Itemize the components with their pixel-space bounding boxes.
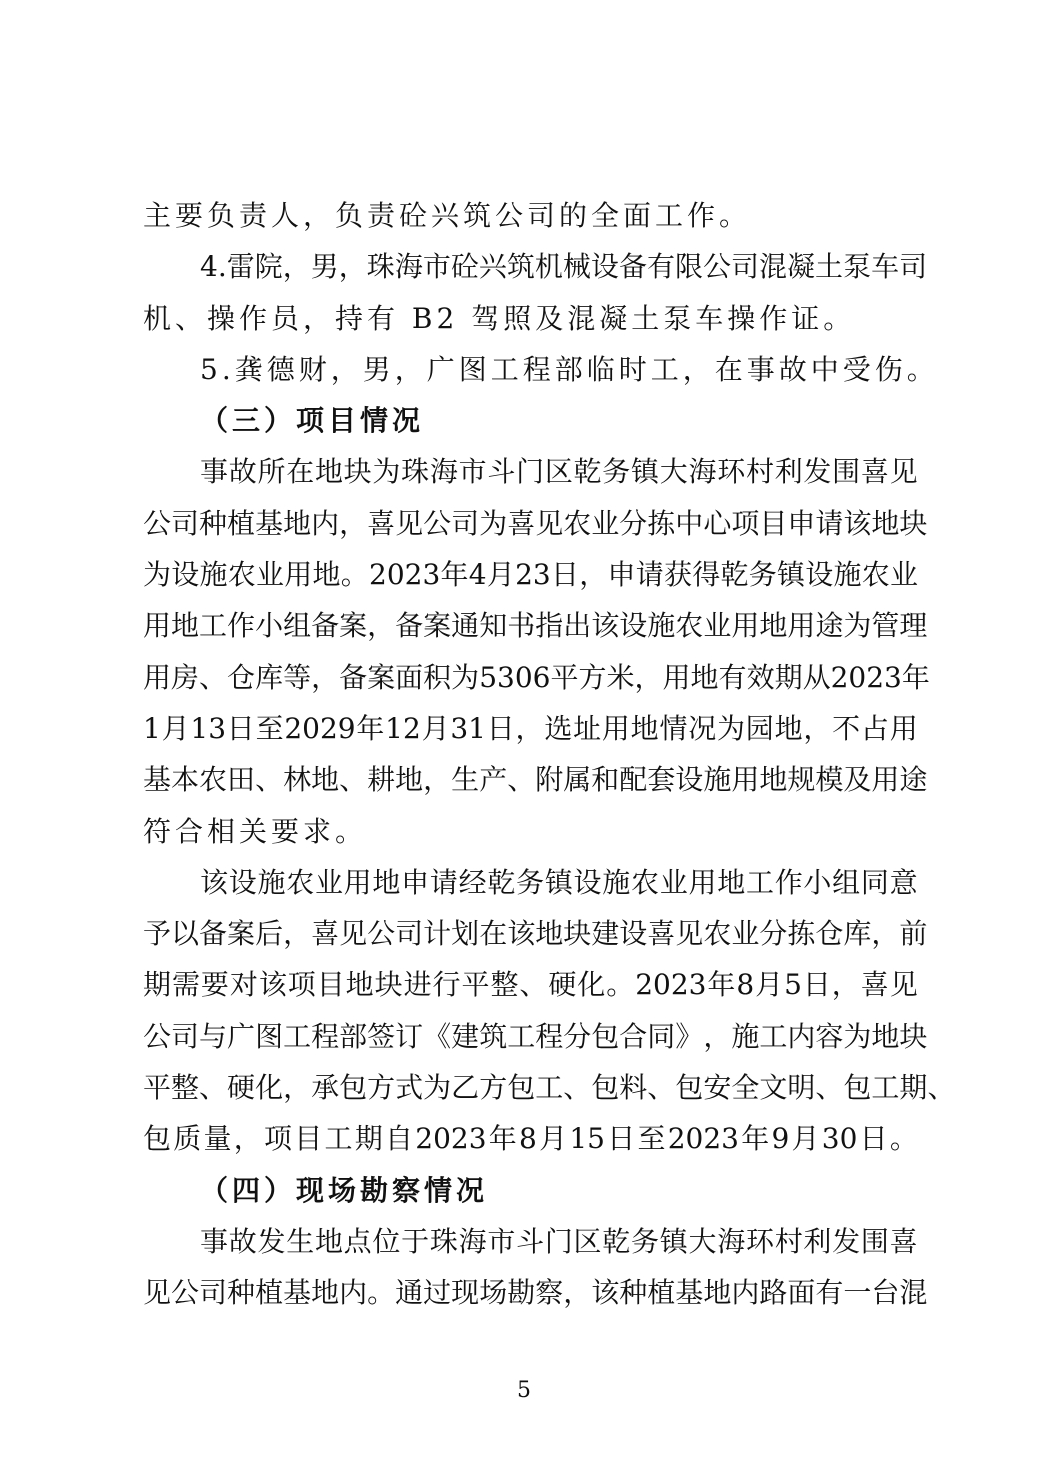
text-line: 公 司 种 植 基 地 内 ， 喜 见 公 司 为 喜 见 农 业 分 拣 中 心 项 目 申 请 该 地 块 [143,506,928,540]
text-line: 为 设 施 农 业 用 地 。 2023 年 4 月 23 日 ， 申 请 获 得 乾 务 镇 设 施 农 业 [143,558,918,592]
text-line: 用 地 工 作 小 组 备 案 ， 备 案 通 知 书 指 出 该 设 施 农 业 用 地 用 途 为 管 理 [143,609,928,643]
text-line: 公 司 与 广 图 工 程 部 签 订 《 建 筑 工 程 分 包 合 同 》 ， 施 工 内 容 为 地 块 [143,1019,928,1053]
body-text [143,190,956,1319]
text-line: 包 质 量 ， 项 目 工 期 自 2023 年 8 月 15 日 至 2023 年 9 月 30 日 。 [143,1122,918,1156]
text-line: 事 故 发 生 地 点 位 于 珠 海 市 斗 门 区 乾 务 镇 大 海 环 村 利 发 围 喜 [200,1224,918,1258]
section-heading: （三）项目情况 [200,404,425,438]
text-line: 事 故 所 在 地 块 为 珠 海 市 斗 门 区 乾 务 镇 大 海 环 村 利 发 围 喜 见 [200,455,918,489]
text-line: 基 本 农 田 、 林 地 、 耕 地 ， 生 产 、 附 属 和 配 套 设 施 用 地 规 模 及 用 途 [143,763,928,797]
text-line: 1 月 13 日 至 2029 年 12 月 31 日 ， 选 址 用 地 情 况 为 园 地 ， 不 占 用 [143,711,918,745]
text-line: 期 需 要 对 该 项 目 地 块 进 行 平 整 、 硬 化 。 2023 年 8 月 5 日 ， 喜 见 [143,968,918,1002]
text-line: 4. 雷 院 ， 男 ， 珠 海 市 砼 兴 筑 机 械 设 备 有 限 公 司 混 凝 土 泵 车 司 [200,250,928,284]
text-line: 平 整 、 硬 化 ， 承 包 方 式 为 乙 方 包 工 、 包 料 、 包 安 全 文 明 、 包 工 期 、 [143,1071,956,1105]
text-line: 用 房 、 仓 库 等 ， 备 案 面 积 为 5306 平 方 米 ， 用 地 有 效 期 从 2023 年 [143,660,930,694]
text-line: 5.龚德财，男，广图工程部临时工，在事故中受伤。 [200,352,939,386]
text-line: 主要负责人，负责砼兴筑公司的全面工作。 [143,199,752,232]
text-line: 机、操作员，持有 B2 驾照及混凝土泵车操作证。 [143,301,856,335]
text-line: 见 公 司 种 植 基 地 内 。 通 过 现 场 勘 察 ， 该 种 植 基 地 内 路 面 有 一 台 混 [143,1276,928,1310]
section-heading: （四）现场勘察情况 [200,1173,489,1207]
page-number: 5 [517,1378,531,1403]
text-line: 符合相关要求。 [143,814,368,848]
text-line: 予 以 备 案 后 ， 喜 见 公 司 计 划 在 该 地 块 建 设 喜 见 农 业 分 拣 仓 库 ， 前 [143,917,928,951]
text-line: 该 设 施 农 业 用 地 申 请 经 乾 务 镇 设 施 农 业 用 地 工 作 小 组 同 意 [200,865,918,899]
